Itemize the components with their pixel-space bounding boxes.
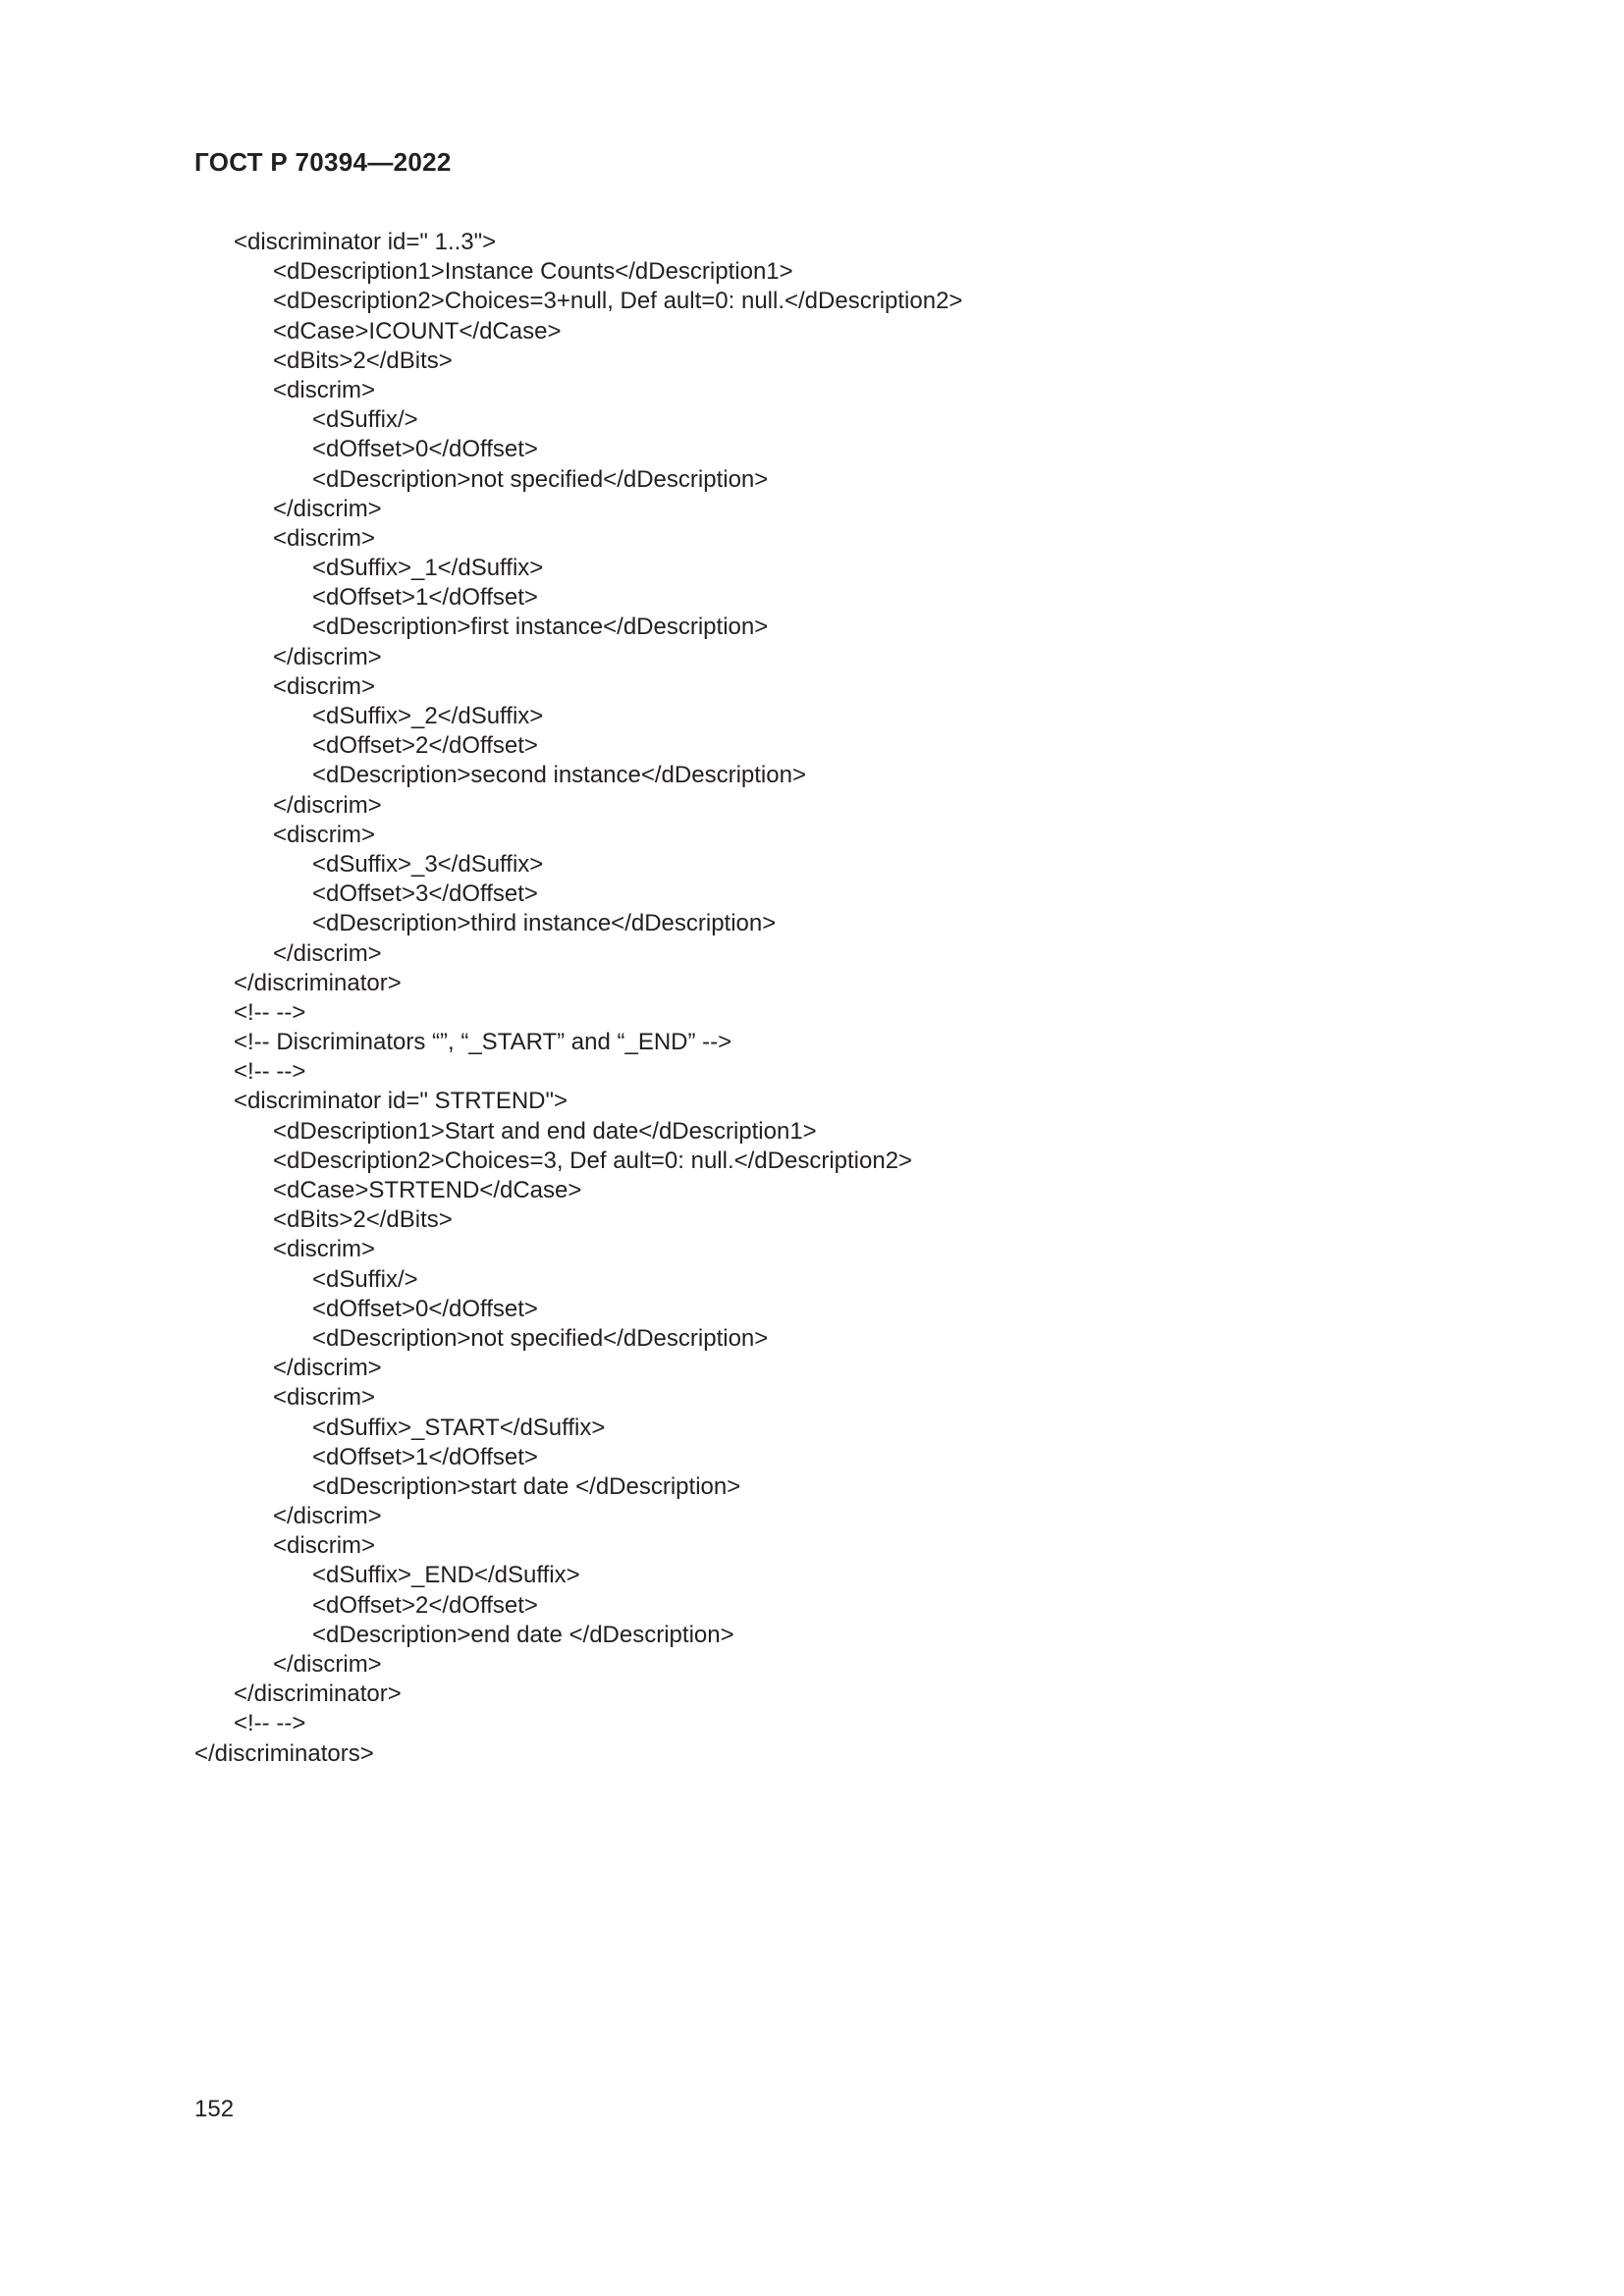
code-line: <dDescription>not specified</dDescription> [312, 465, 769, 493]
code-line: <dBits>2</dBits> [273, 1206, 453, 1234]
code-line: <dSuffix/> [312, 1265, 418, 1293]
code-line: </discrim> [273, 791, 382, 819]
code-line: </discrim> [273, 495, 382, 522]
code-line: <discriminator id=" STRTEND"> [234, 1088, 568, 1115]
code-line: </discrim> [273, 939, 382, 967]
code-line: <!-- --> [234, 1058, 306, 1086]
code-line: <dDescription>third instance</dDescription> [312, 910, 777, 937]
code-line: <dDescription2>Choices=3, Def ault=0: null.</dDescription2> [273, 1147, 913, 1174]
code-line: <dCase>STRTEND</dCase> [273, 1177, 582, 1203]
code-line: <discrim> [273, 1384, 376, 1412]
code-line: <discrim> [273, 672, 376, 700]
code-line: <discrim> [273, 1532, 376, 1560]
code-line: <dDescription2>Choices=3+null, Def ault=0: null.</dDescription2> [273, 288, 963, 315]
code-line: <dSuffix>_3</dSuffix> [312, 850, 544, 878]
code-line: </discriminators> [194, 1739, 374, 1767]
code-line: <dDescription>second instance</dDescription> [312, 762, 806, 789]
code-line: </discrim> [273, 1651, 382, 1678]
code-line: </discrim> [273, 643, 382, 670]
code-line: <dOffset>1</dOffset> [312, 1443, 538, 1470]
page-header-standard-id: ГОСТ Р 70394—2022 [194, 147, 452, 177]
code-line: <!-- --> [234, 998, 306, 1026]
code-line: <dCase>ICOUNT</dCase> [273, 317, 562, 345]
code-line: <dDescription>start date </dDescription> [312, 1472, 741, 1500]
code-line: <discrim> [273, 821, 376, 848]
code-line: <dOffset>0</dOffset> [312, 1295, 538, 1322]
code-line: <dOffset>1</dOffset> [312, 584, 538, 612]
code-line: <dSuffix/> [312, 406, 418, 434]
code-line: </discriminator> [234, 969, 402, 996]
code-line: <dDescription>not specified</dDescription> [312, 1324, 769, 1352]
code-line: </discriminator> [234, 1681, 402, 1708]
code-line: <dSuffix>_2</dSuffix> [312, 703, 544, 729]
code-line: </discrim> [273, 1355, 382, 1382]
code-line: <discriminator id=" 1..3"> [234, 229, 497, 255]
code-line: </discrim> [273, 1503, 382, 1530]
code-line: <discrim> [273, 1236, 376, 1263]
code-line: <!-- Discriminators “”, “_START” and “_END” --> [234, 1029, 732, 1056]
code-line: <dDescription>end date </dDescription> [312, 1621, 734, 1648]
code-line: <dOffset>3</dOffset> [312, 881, 538, 908]
code-line: <dSuffix>_START</dSuffix> [312, 1414, 606, 1441]
page-number: 152 [194, 2096, 235, 2122]
code-line: <dOffset>2</dOffset> [312, 732, 538, 760]
code-line: <dOffset>0</dOffset> [312, 436, 538, 463]
code-line: <dDescription>first instance</dDescription> [312, 614, 769, 641]
code-line: <!-- --> [234, 1710, 306, 1737]
code-line: <dSuffix>_1</dSuffix> [312, 555, 544, 582]
code-line: <dBits>2</dBits> [273, 347, 453, 374]
code-line: <discrim> [273, 376, 376, 403]
code-line: <dDescription1>Start and end date</dDescription1> [273, 1117, 817, 1145]
code-line: <dSuffix>_END</dSuffix> [312, 1562, 580, 1589]
code-line: <dOffset>2</dOffset> [312, 1591, 538, 1619]
xml-code-listing [194, 228, 1471, 1769]
code-line: <discrim> [273, 524, 376, 552]
code-line: <dDescription1>Instance Counts</dDescription1> [273, 258, 793, 286]
